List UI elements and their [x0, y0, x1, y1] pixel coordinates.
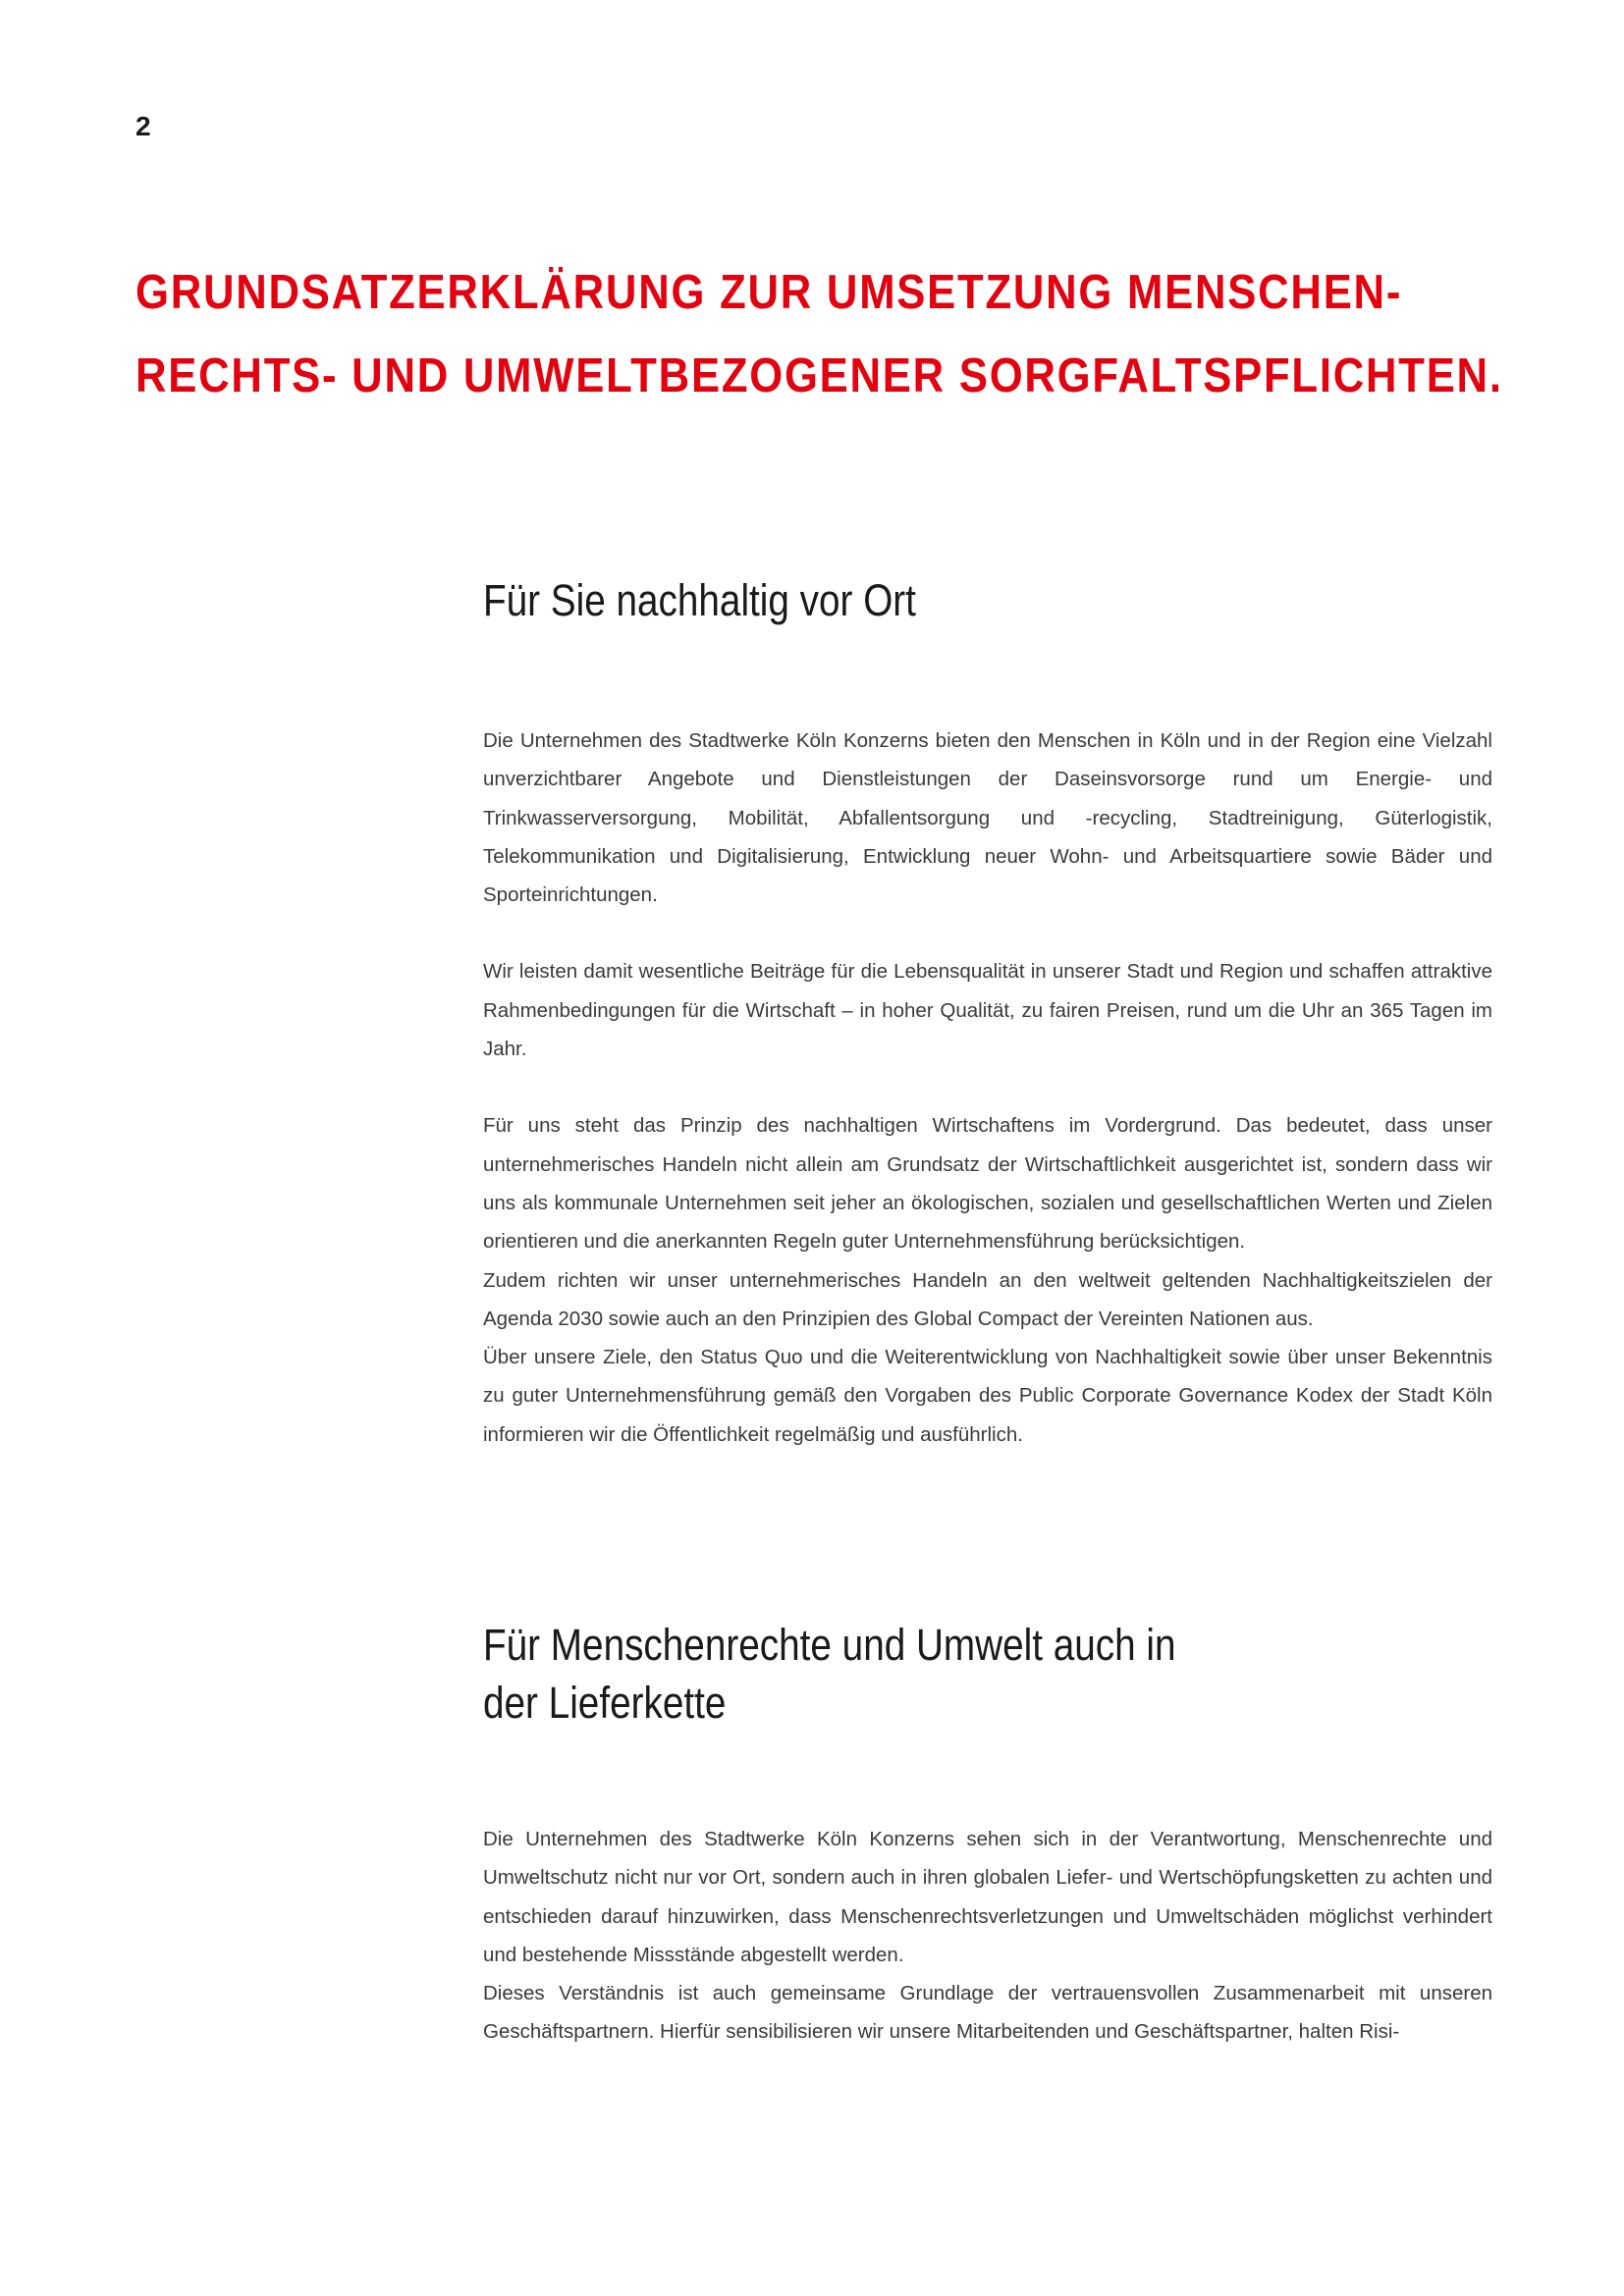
section-heading-line-1: Für Menschenrechte und Umwelt auch in	[483, 1620, 1176, 1670]
page-title	[135, 251, 1503, 418]
body-paragraph: Über unsere Ziele, den Status Quo und die Weiterentwicklung von Nachhaltigkeit sowie über unser Bekenntnis zu guter Unternehmensführung gemäß den Vorgaben des Public Corporate Governance Kodex der Stadt Köln informieren wir die Öffentlichkeit regelmäßig und ausführlich.	[483, 1346, 1492, 1446]
page-title-line-2: RECHTS- UND UMWELTBEZOGENER SORGFALTSPFLICHTEN.	[135, 349, 1503, 402]
body-paragraph: Die Unternehmen des Stadtwerke Köln Konzerns sehen sich in der Verantwortung, Menschenrechte und Umweltschutz nicht nur vor Ort, sondern auch in ihren globalen Liefer- und Wertschöpfungsketten zu achten und entschieden darauf hinzuwirken, dass Menschenrechtsverletzungen und Umweltschäden möglichst verhindert und bestehende Missstände abgestellt werden.	[483, 1828, 1492, 1966]
section-heading: Für Sie nachhaltig vor Ort	[483, 575, 916, 625]
body-paragraph: Zudem richten wir unser unternehmerisches Handeln an den weltweit geltenden Nachhaltigkeitszielen der Agenda 2030 sowie auch an den Prinzipien des Global Compact der Vereinten Nationen aus.	[483, 1268, 1492, 1330]
page-title-line-1: GRUNDSATZERKLÄRUNG ZUR UMSETZUNG MENSCHEN-	[135, 266, 1403, 319]
section-supply-chain	[483, 1616, 1492, 2052]
section-heading-line-2: der Lieferkette	[483, 1678, 727, 1728]
section-heading	[483, 1616, 1351, 1732]
body-paragraph: Dieses Verständnis ist auch gemeinsame Grundlage der vertrauensvollen Zusammenarbeit mit unseren Geschäftspartnern. Hierfür sensibilisieren wir unsere Mitarbeitenden und Geschäftspartner, halten Risi-	[483, 1982, 1492, 2044]
body-paragraph: Für uns steht das Prinzip des nachhaltigen Wirtschaftens im Vordergrund. Das bedeutet, dass unser unternehmerisches Handeln nicht allein am Grundsatz der Wirtschaftlichkeit ausgerichtet ist, sondern dass wir uns als kommunale Unternehmen seit jeher an ökologischen, sozialen und gesellschaftlichen Werten und Zielen orientieren und die anerkannten Regeln guter Unternehmensführung berücksichtigen.	[483, 1114, 1492, 1254]
body-paragraph: Wir leisten damit wesentliche Beiträge für die Lebensqualität in unserer Stadt und Region und schaffen attraktive Rahmenbedingungen für die Wirtschaft – in hoher Qualität, zu fairen Preisen, rund um die Uhr an 365 Tagen im Jahr.	[483, 960, 1492, 1061]
section-sustainability	[483, 571, 1492, 1454]
body-paragraph: Die Unternehmen des Stadtwerke Köln Konzerns bieten den Menschen in Köln und in der Region eine Vielzahl unverzichtbarer Angebote und Dienstleistungen der Daseinsvorsorge rund um Energie- und Trinkwasserversorgung, Mobilität, Abfallentsorgung und -recycling, Stadtreinigung, Güterlogistik, Telekommunikation und Digitalisierung, Entwicklung neuer Wohn- und Arbeitsquartiere sowie Bäder und Sporteinrichtungen.	[483, 729, 1492, 907]
page-number: 2	[135, 111, 151, 141]
